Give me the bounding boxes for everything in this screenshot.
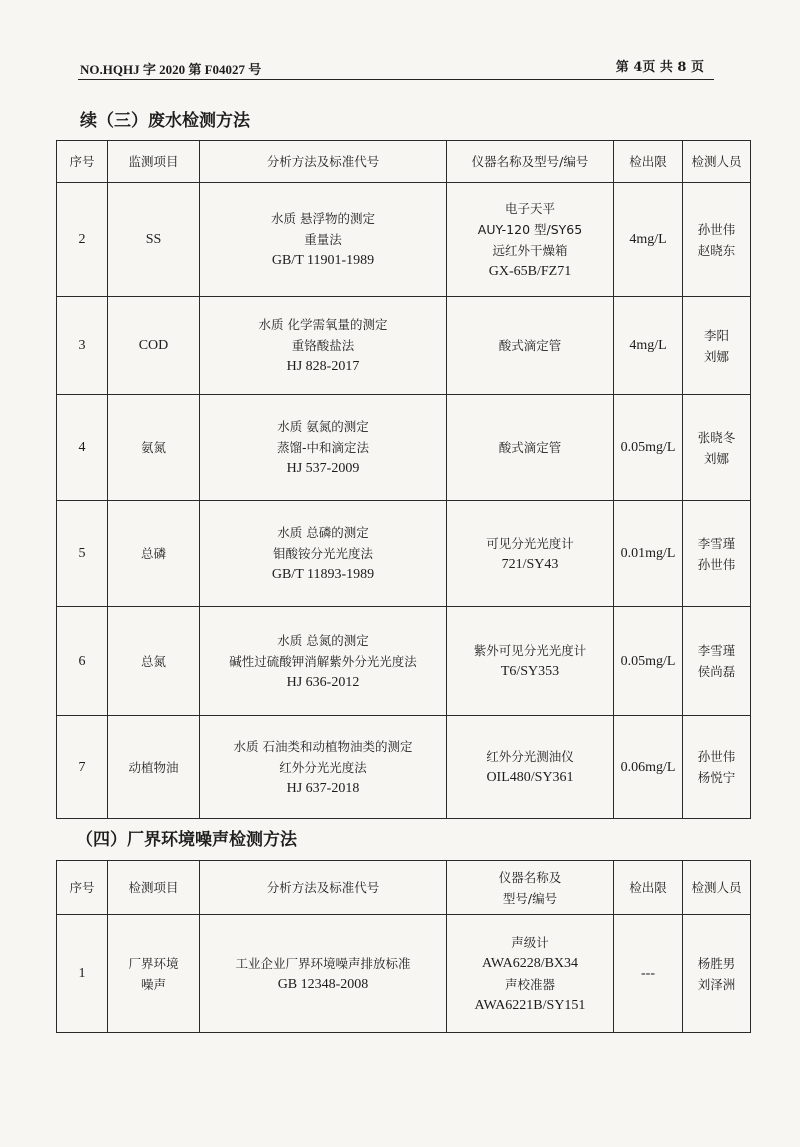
header-cell: 分析方法及标准代号 [200, 861, 447, 915]
cell-line: 重量法 [304, 232, 342, 247]
header-cell: 检出限 [614, 141, 683, 183]
report-number: NO.HQHJ 字 2020 第 F04027 号 [80, 62, 262, 77]
cell-line: 水质 石油类和动植物油类的测定 [233, 738, 413, 754]
cell-line: 杨悦宁 [697, 770, 736, 785]
method-cell [200, 183, 447, 297]
cell-line: 碱性过硫酸钾消解紫外分光光度法 [229, 653, 417, 669]
monitoring-item: SS [108, 183, 200, 297]
page-header [80, 56, 714, 78]
cell-line: HJ 537-2009 [286, 461, 360, 476]
instrument-cell [447, 183, 614, 297]
header-cell: 检测人员 [683, 141, 751, 183]
staff-cell [683, 607, 751, 716]
cell-line: 李雪瑾 [697, 643, 736, 658]
cell-line: GB 12348-2008 [277, 976, 369, 992]
cell-line: HJ 637-2018 [286, 780, 360, 796]
header-cell: 检测项目 [108, 861, 200, 915]
cell-line: 水质 化学需氧量的测定 [258, 317, 388, 332]
noise-methods-table [56, 860, 751, 1033]
cell-line: 水质 总氮的测定 [277, 632, 369, 648]
header-cell: 检测人员 [683, 861, 751, 915]
cell-line: AWA6228/BX34 [481, 955, 579, 971]
detection-limit: 4mg/L [614, 183, 683, 297]
cell-line: 孙世伟 [697, 221, 736, 237]
monitoring-item: 氨氮 [108, 395, 200, 501]
cell-line: GB/T 11901-1989 [271, 253, 375, 268]
cell-line: 厂界环境 [128, 955, 179, 971]
table-row [57, 607, 751, 716]
method-cell [200, 915, 447, 1033]
cell-line: 水质 总磷的测定 [277, 525, 369, 540]
cell-line: 李雪瑾 [697, 535, 736, 551]
row-number: 2 [57, 183, 108, 297]
cell-line: 酸式滴定管 [498, 440, 562, 455]
instrument-cell [447, 607, 614, 716]
header-cell: 监测项目 [108, 141, 200, 183]
row-number: 5 [57, 501, 108, 607]
monitoring-item [108, 915, 200, 1033]
staff-cell [683, 183, 751, 297]
detection-limit: 0.05mg/L [614, 607, 683, 716]
cell-line: 红外分光光度法 [279, 759, 367, 775]
page-info: 第 4页 共 8 页 [615, 60, 704, 75]
table-row [57, 716, 751, 819]
detection-limit: 0.06mg/L [614, 716, 683, 819]
cell-line: 李阳 [703, 327, 729, 343]
row-number: 7 [57, 716, 108, 819]
detection-limit: 0.01mg/L [614, 501, 683, 607]
header-cell: 序号 [57, 861, 108, 915]
staff-cell [683, 716, 751, 819]
cell-line: 钼酸铵分光光度法 [272, 546, 373, 561]
cell-line: 声校准器 [504, 976, 555, 992]
table-row [57, 501, 751, 607]
header-line: 仪器名称及 [498, 869, 562, 885]
method-cell [200, 395, 447, 501]
cell-line: 重铬酸盐法 [291, 338, 355, 353]
cell-line: 侯尚磊 [697, 664, 736, 679]
staff-cell [683, 501, 751, 607]
cell-line: AWA6221B/SY151 [474, 997, 586, 1013]
header-cell [447, 861, 614, 915]
cell-line: 远红外干燥箱 [492, 242, 568, 258]
row-number: 3 [57, 297, 108, 395]
header-divider [78, 79, 714, 80]
monitoring-item: 总磷 [108, 501, 200, 607]
instrument-cell [447, 297, 614, 395]
detection-limit: 4mg/L [614, 297, 683, 395]
cell-line: 噪声 [140, 976, 166, 992]
detection-limit: 0.05mg/L [614, 395, 683, 501]
cell-line: 赵晓东 [697, 242, 736, 258]
cell-line: OIL480/SY361 [486, 770, 574, 785]
cell-line: 刘娜 [703, 450, 729, 466]
table-row [57, 183, 751, 297]
table-row [57, 297, 751, 395]
instrument-cell [447, 915, 614, 1033]
header-cell: 检出限 [614, 861, 683, 915]
cell-line: 刘泽洲 [697, 976, 736, 992]
method-cell [200, 607, 447, 716]
cell-line: 孙世伟 [697, 749, 736, 764]
cell-line: HJ 828-2017 [286, 359, 360, 374]
cell-line: 红外分光测油仪 [486, 749, 574, 764]
monitoring-item: 动植物油 [108, 716, 200, 819]
staff-cell [683, 395, 751, 501]
instrument-cell [447, 501, 614, 607]
cell-line: 电子天平 [504, 200, 555, 216]
method-cell [200, 297, 447, 395]
instrument-cell [447, 395, 614, 501]
cell-line: 紫外可见分光光度计 [473, 643, 587, 658]
header-cell: 序号 [57, 141, 108, 183]
cell-line: 水质 悬浮物的测定 [271, 211, 375, 226]
cell-line: 工业企业厂界环境噪声排放标准 [235, 955, 411, 971]
cell-line: GB/T 11893-1989 [271, 567, 375, 582]
monitoring-item: 总氮 [108, 607, 200, 716]
row-number: 4 [57, 395, 108, 501]
cell-line: T6/SY353 [500, 664, 560, 679]
wastewater-methods-table [56, 140, 751, 819]
cell-line: AUY-120 型/SY65 [477, 221, 583, 237]
staff-cell [683, 915, 751, 1033]
header-cell: 仪器名称及型号/编号 [447, 141, 614, 183]
staff-cell [683, 297, 751, 395]
cell-line: 声级计 [511, 934, 549, 950]
cell-line: 水质 氨氮的测定 [277, 419, 369, 434]
section4-title: （四）厂界环境噪声检测方法 [76, 830, 297, 850]
header-cell: 分析方法及标准代号 [200, 141, 447, 183]
cell-line: 刘娜 [703, 348, 729, 364]
cell-line: 杨胜男 [697, 955, 736, 971]
table-row [57, 915, 751, 1033]
table-header-row [57, 861, 751, 915]
cell-line: GX-65B/FZ71 [488, 263, 572, 279]
cell-line: 可见分光光度计 [486, 535, 574, 551]
cell-line: 孙世伟 [697, 556, 736, 572]
table-header-row [57, 141, 751, 183]
section3-title: 续（三）废水检测方法 [80, 111, 250, 131]
method-cell [200, 716, 447, 819]
row-number: 6 [57, 607, 108, 716]
monitoring-item: COD [108, 297, 200, 395]
header-line: 型号/编号 [502, 890, 558, 906]
detection-limit: --- [614, 915, 683, 1033]
cell-line: 酸式滴定管 [498, 338, 562, 353]
method-cell [200, 501, 447, 607]
row-number: 1 [57, 915, 108, 1033]
cell-line: 张晓冬 [697, 429, 736, 445]
cell-line: 蒸馏-中和滴定法 [276, 440, 369, 455]
cell-line: 721/SY43 [501, 556, 559, 572]
instrument-cell [447, 716, 614, 819]
table-row [57, 395, 751, 501]
cell-line: HJ 636-2012 [286, 674, 360, 690]
